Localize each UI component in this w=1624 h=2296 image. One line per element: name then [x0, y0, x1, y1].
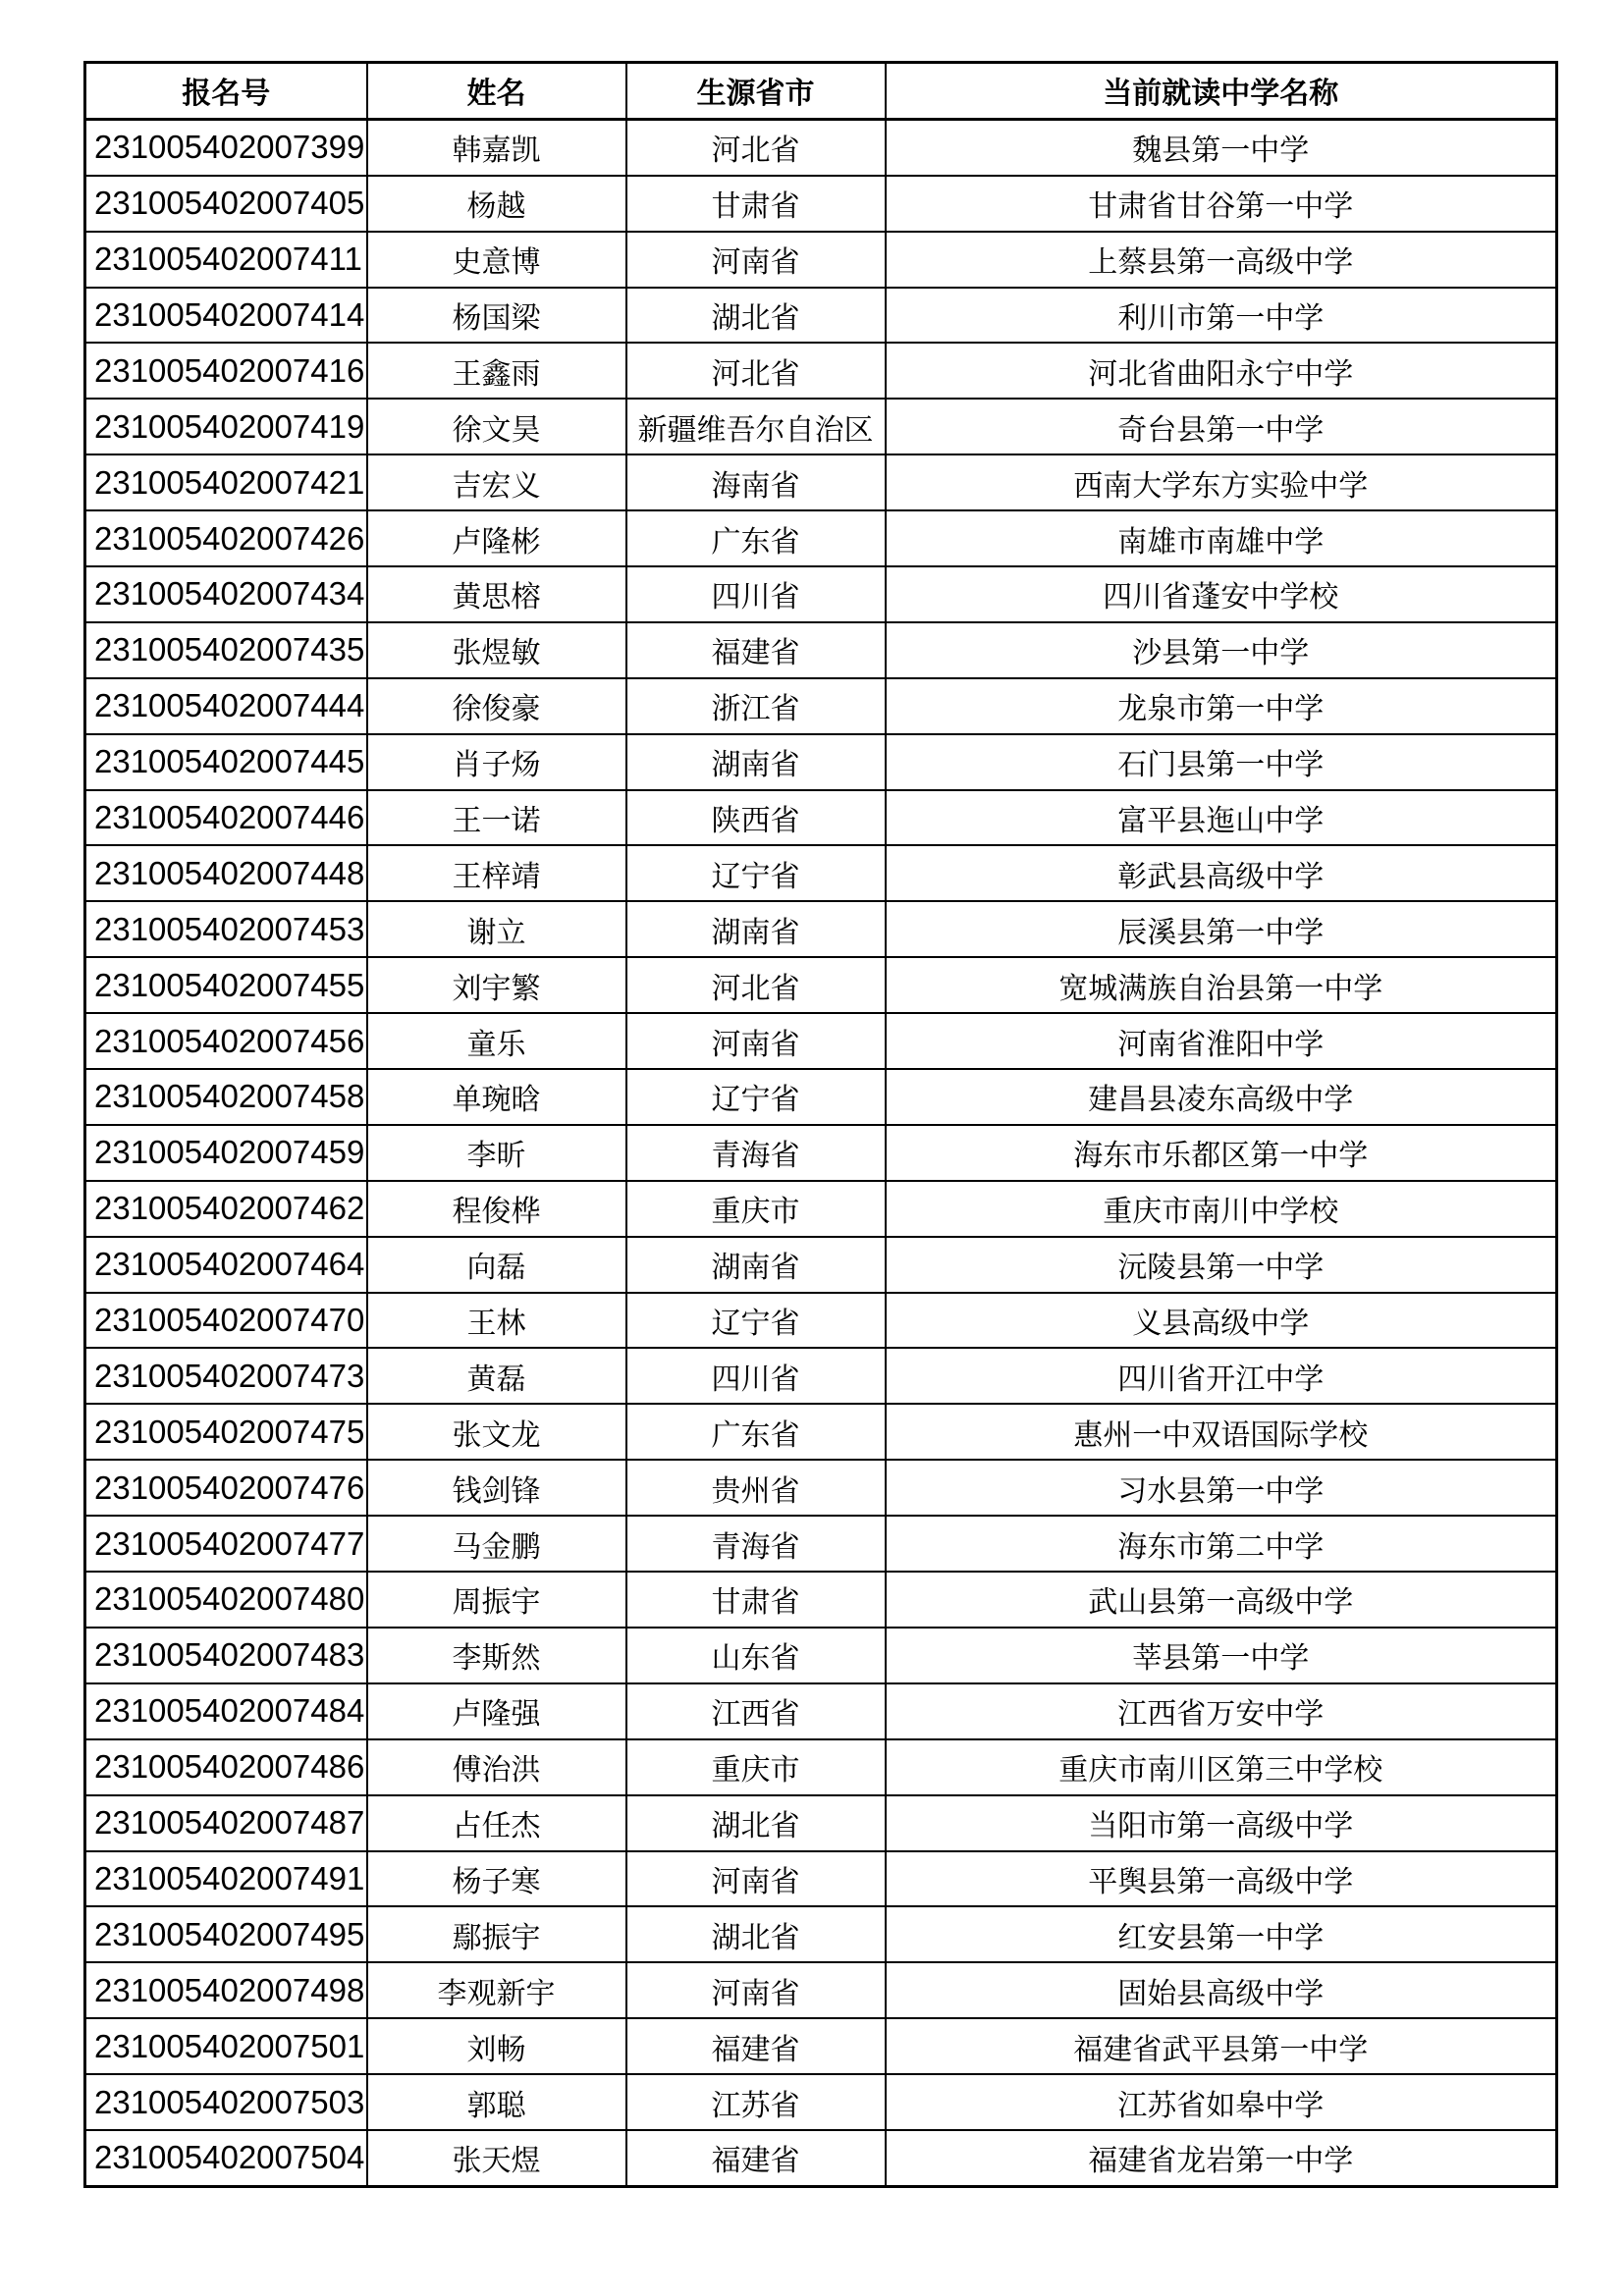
cell-school: 富平县迤山中学 [886, 790, 1557, 846]
cell-name: 向磊 [367, 1237, 626, 1293]
table-row [85, 622, 1557, 678]
table-row [85, 1962, 1557, 2018]
cell-school: 宽城满族自治县第一中学 [886, 957, 1557, 1013]
table-row [85, 678, 1557, 734]
table-row [85, 399, 1557, 454]
cell-province: 四川省 [626, 1348, 886, 1404]
cell-name: 黄思榕 [367, 566, 626, 622]
cell-registration-number: 231005402007473 [85, 1348, 367, 1404]
cell-school: 固始县高级中学 [886, 1962, 1557, 2018]
cell-name: 史意博 [367, 232, 626, 288]
cell-province: 重庆市 [626, 1739, 886, 1795]
cell-name: 占任杰 [367, 1795, 626, 1851]
cell-province: 河南省 [626, 1851, 886, 1907]
cell-name: 鄢振宇 [367, 1906, 626, 1962]
table-row [85, 1293, 1557, 1349]
cell-registration-number: 231005402007434 [85, 566, 367, 622]
cell-name: 徐俊豪 [367, 678, 626, 734]
cell-school: 海东市第二中学 [886, 1516, 1557, 1572]
cell-school: 红安县第一中学 [886, 1906, 1557, 1962]
cell-name: 钱剑锋 [367, 1460, 626, 1516]
cell-province: 贵州省 [626, 1460, 886, 1516]
cell-registration-number: 231005402007458 [85, 1069, 367, 1125]
cell-name: 谢立 [367, 901, 626, 957]
cell-registration-number: 231005402007414 [85, 288, 367, 344]
cell-registration-number: 231005402007477 [85, 1516, 367, 1572]
cell-name: 杨国梁 [367, 288, 626, 344]
cell-registration-number: 231005402007405 [85, 176, 367, 232]
header-school: 当前就读中学名称 [886, 63, 1557, 120]
table-row [85, 790, 1557, 846]
table-row [85, 2018, 1557, 2074]
cell-province: 四川省 [626, 566, 886, 622]
cell-registration-number: 231005402007480 [85, 1572, 367, 1628]
table-row [85, 1125, 1557, 1181]
table-row [85, 1069, 1557, 1125]
table-row [85, 901, 1557, 957]
cell-name: 黄磊 [367, 1348, 626, 1404]
cell-school: 江苏省如皋中学 [886, 2074, 1557, 2130]
cell-school: 福建省武平县第一中学 [886, 2018, 1557, 2074]
table-row [85, 566, 1557, 622]
cell-province: 辽宁省 [626, 845, 886, 901]
table-row [85, 1348, 1557, 1404]
cell-province: 福建省 [626, 2018, 886, 2074]
cell-name: 徐文昊 [367, 399, 626, 454]
cell-registration-number: 231005402007462 [85, 1181, 367, 1237]
cell-name: 卢隆强 [367, 1683, 626, 1739]
roster-table [83, 61, 1558, 2188]
cell-province: 河南省 [626, 232, 886, 288]
table-row [85, 1013, 1557, 1069]
cell-registration-number: 231005402007483 [85, 1628, 367, 1683]
cell-province: 广东省 [626, 1404, 886, 1460]
cell-school: 当阳市第一高级中学 [886, 1795, 1557, 1851]
cell-name: 王鑫雨 [367, 343, 626, 399]
cell-registration-number: 231005402007453 [85, 901, 367, 957]
cell-registration-number: 231005402007487 [85, 1795, 367, 1851]
cell-name: 刘宇繁 [367, 957, 626, 1013]
cell-name: 单琬晗 [367, 1069, 626, 1125]
cell-school: 利川市第一中学 [886, 288, 1557, 344]
cell-name: 卢隆彬 [367, 510, 626, 566]
cell-province: 陕西省 [626, 790, 886, 846]
table-header [85, 63, 1557, 120]
table-row [85, 119, 1557, 175]
cell-registration-number: 231005402007464 [85, 1237, 367, 1293]
cell-name: 李昕 [367, 1125, 626, 1181]
cell-registration-number: 231005402007459 [85, 1125, 367, 1181]
cell-registration-number: 231005402007445 [85, 734, 367, 790]
cell-registration-number: 231005402007501 [85, 2018, 367, 2074]
cell-registration-number: 231005402007456 [85, 1013, 367, 1069]
cell-province: 重庆市 [626, 1181, 886, 1237]
cell-province: 河北省 [626, 119, 886, 175]
cell-province: 甘肃省 [626, 176, 886, 232]
cell-name: 吉宏义 [367, 454, 626, 510]
cell-school: 重庆市南川区第三中学校 [886, 1739, 1557, 1795]
cell-school: 西南大学东方实验中学 [886, 454, 1557, 510]
header-province: 生源省市 [626, 63, 886, 120]
cell-province: 海南省 [626, 454, 886, 510]
table-row [85, 1795, 1557, 1851]
cell-school: 南雄市南雄中学 [886, 510, 1557, 566]
cell-province: 甘肃省 [626, 1572, 886, 1628]
cell-registration-number: 231005402007495 [85, 1906, 367, 1962]
cell-province: 河南省 [626, 1962, 886, 2018]
header-registration-number: 报名号 [85, 63, 367, 120]
cell-registration-number: 231005402007419 [85, 399, 367, 454]
cell-province: 青海省 [626, 1516, 886, 1572]
cell-registration-number: 231005402007446 [85, 790, 367, 846]
table-row [85, 1460, 1557, 1516]
cell-name: 李观新宇 [367, 1962, 626, 2018]
cell-province: 新疆维吾尔自治区 [626, 399, 886, 454]
table-row [85, 232, 1557, 288]
cell-school: 江西省万安中学 [886, 1683, 1557, 1739]
table-row [85, 1237, 1557, 1293]
cell-province: 福建省 [626, 2130, 886, 2186]
table-row [85, 1628, 1557, 1683]
table-row [85, 1851, 1557, 1907]
cell-school: 莘县第一中学 [886, 1628, 1557, 1683]
cell-school: 重庆市南川中学校 [886, 1181, 1557, 1237]
table-row [85, 343, 1557, 399]
table-row [85, 1906, 1557, 1962]
cell-name: 王梓靖 [367, 845, 626, 901]
cell-province: 河北省 [626, 957, 886, 1013]
cell-school: 惠州一中双语国际学校 [886, 1404, 1557, 1460]
cell-school: 辰溪县第一中学 [886, 901, 1557, 957]
cell-registration-number: 231005402007411 [85, 232, 367, 288]
cell-school: 河南省淮阳中学 [886, 1013, 1557, 1069]
cell-name: 肖子炀 [367, 734, 626, 790]
cell-name: 张天煜 [367, 2130, 626, 2186]
cell-school: 习水县第一中学 [886, 1460, 1557, 1516]
cell-name: 李斯然 [367, 1628, 626, 1683]
cell-province: 湖南省 [626, 901, 886, 957]
cell-school: 平舆县第一高级中学 [886, 1851, 1557, 1907]
cell-province: 河南省 [626, 1013, 886, 1069]
cell-registration-number: 231005402007416 [85, 343, 367, 399]
cell-school: 沅陵县第一中学 [886, 1237, 1557, 1293]
cell-name: 张煜敏 [367, 622, 626, 678]
cell-school: 福建省龙岩第一中学 [886, 2130, 1557, 2186]
cell-registration-number: 231005402007475 [85, 1404, 367, 1460]
cell-registration-number: 231005402007455 [85, 957, 367, 1013]
cell-registration-number: 231005402007426 [85, 510, 367, 566]
table-row [85, 845, 1557, 901]
cell-registration-number: 231005402007504 [85, 2130, 367, 2186]
table-row [85, 1516, 1557, 1572]
cell-school: 彰武县高级中学 [886, 845, 1557, 901]
cell-name: 周振宇 [367, 1572, 626, 1628]
cell-province: 湖北省 [626, 288, 886, 344]
cell-school: 四川省开江中学 [886, 1348, 1557, 1404]
cell-registration-number: 231005402007448 [85, 845, 367, 901]
table-row [85, 1683, 1557, 1739]
cell-registration-number: 231005402007435 [85, 622, 367, 678]
cell-registration-number: 231005402007486 [85, 1739, 367, 1795]
cell-name: 童乐 [367, 1013, 626, 1069]
cell-province: 辽宁省 [626, 1293, 886, 1349]
cell-name: 韩嘉凯 [367, 119, 626, 175]
cell-province: 湖北省 [626, 1795, 886, 1851]
table-row [85, 957, 1557, 1013]
cell-name: 傅治洪 [367, 1739, 626, 1795]
cell-school: 义县高级中学 [886, 1293, 1557, 1349]
cell-name: 王一诺 [367, 790, 626, 846]
cell-name: 王林 [367, 1293, 626, 1349]
cell-name: 张文龙 [367, 1404, 626, 1460]
cell-province: 湖北省 [626, 1906, 886, 1962]
cell-school: 奇台县第一中学 [886, 399, 1557, 454]
cell-registration-number: 231005402007503 [85, 2074, 367, 2130]
cell-province: 江西省 [626, 1683, 886, 1739]
cell-name: 程俊桦 [367, 1181, 626, 1237]
cell-name: 郭聪 [367, 2074, 626, 2130]
cell-name: 杨越 [367, 176, 626, 232]
table-body [85, 119, 1557, 2186]
cell-registration-number: 231005402007484 [85, 1683, 367, 1739]
table-row [85, 1572, 1557, 1628]
table-row [85, 1739, 1557, 1795]
cell-school: 沙县第一中学 [886, 622, 1557, 678]
cell-province: 河北省 [626, 343, 886, 399]
cell-registration-number: 231005402007491 [85, 1851, 367, 1907]
table-row [85, 510, 1557, 566]
cell-school: 甘肃省甘谷第一中学 [886, 176, 1557, 232]
cell-province: 湖南省 [626, 1237, 886, 1293]
cell-province: 浙江省 [626, 678, 886, 734]
header-row [85, 63, 1557, 120]
cell-registration-number: 231005402007421 [85, 454, 367, 510]
cell-registration-number: 231005402007444 [85, 678, 367, 734]
cell-school: 河北省曲阳永宁中学 [886, 343, 1557, 399]
cell-school: 武山县第一高级中学 [886, 1572, 1557, 1628]
cell-province: 山东省 [626, 1628, 886, 1683]
table-row [85, 288, 1557, 344]
cell-school: 海东市乐都区第一中学 [886, 1125, 1557, 1181]
cell-province: 广东省 [626, 510, 886, 566]
cell-province: 青海省 [626, 1125, 886, 1181]
cell-registration-number: 231005402007470 [85, 1293, 367, 1349]
cell-school: 上蔡县第一高级中学 [886, 232, 1557, 288]
cell-province: 湖南省 [626, 734, 886, 790]
cell-registration-number: 231005402007476 [85, 1460, 367, 1516]
table-row [85, 176, 1557, 232]
cell-registration-number: 231005402007399 [85, 119, 367, 175]
cell-name: 马金鹏 [367, 1516, 626, 1572]
cell-registration-number: 231005402007498 [85, 1962, 367, 2018]
table-row [85, 2074, 1557, 2130]
cell-school: 龙泉市第一中学 [886, 678, 1557, 734]
cell-province: 福建省 [626, 622, 886, 678]
table-row [85, 2130, 1557, 2186]
table-row [85, 454, 1557, 510]
table-row [85, 1404, 1557, 1460]
cell-province: 辽宁省 [626, 1069, 886, 1125]
header-name: 姓名 [367, 63, 626, 120]
cell-name: 刘畅 [367, 2018, 626, 2074]
cell-school: 魏县第一中学 [886, 119, 1557, 175]
table-row [85, 1181, 1557, 1237]
cell-school: 建昌县凌东高级中学 [886, 1069, 1557, 1125]
cell-province: 江苏省 [626, 2074, 886, 2130]
cell-school: 石门县第一中学 [886, 734, 1557, 790]
table-row [85, 734, 1557, 790]
cell-name: 杨子寒 [367, 1851, 626, 1907]
cell-school: 四川省蓬安中学校 [886, 566, 1557, 622]
